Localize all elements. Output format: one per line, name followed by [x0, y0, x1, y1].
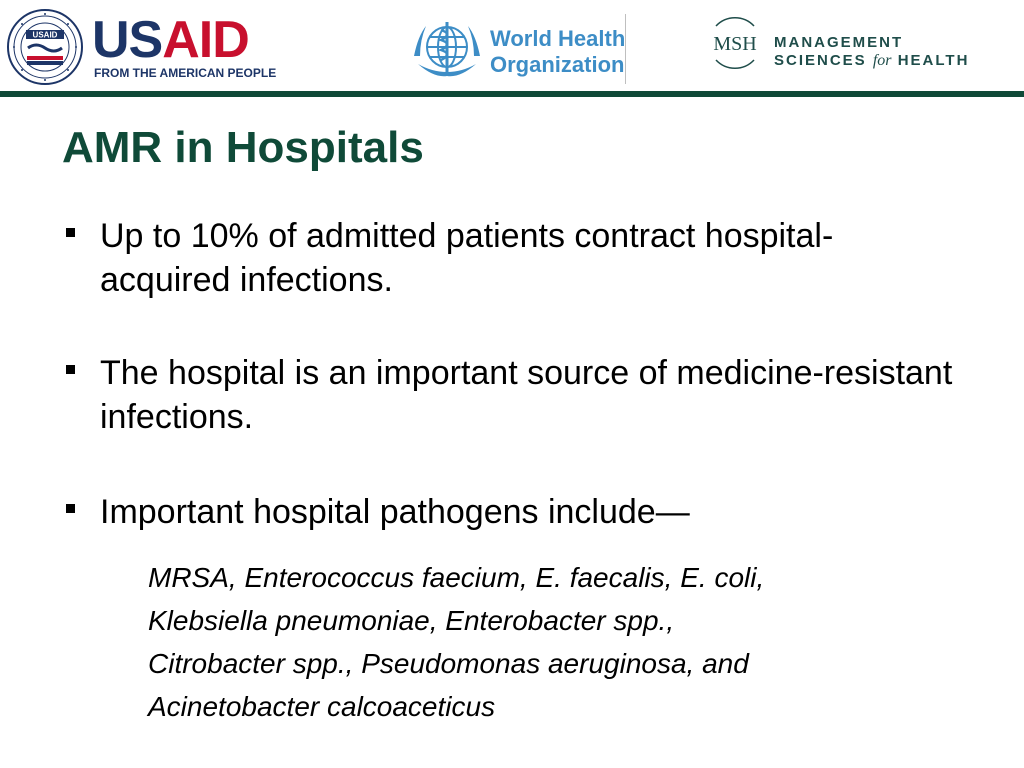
msh-logo-mark	[706, 14, 764, 72]
bullet-text: The hospital is an important source of medicine-resistant infections.	[100, 354, 953, 436]
msh-wordmark-health: HEALTH	[891, 52, 970, 69]
msh-wordmark-for: for	[872, 52, 892, 69]
msh-wordmark-line2	[774, 52, 969, 70]
slide-title: AMR in Hospitals	[62, 123, 424, 172]
slide-header	[0, 0, 1024, 92]
msh-wordmark-line1: MANAGEMENT	[774, 34, 904, 51]
pathogen-line: Acinetobacter calcoaceticus	[148, 691, 496, 722]
usaid-seal-logo	[6, 8, 84, 86]
pathogen-line: MRSA, Enterococcus faecium, E. faecalis, E. coli,	[148, 562, 765, 593]
usaid-wordmark-aid: AID	[162, 11, 249, 69]
msh-initials: MSH	[713, 33, 757, 55]
pathogen-list	[148, 556, 948, 728]
usaid-wordmark	[92, 11, 249, 69]
square-bullet-icon	[66, 228, 75, 237]
usaid-wordmark-us: US	[92, 11, 163, 69]
who-wordmark-line2: Organization	[490, 52, 625, 77]
header-divider	[0, 91, 1024, 97]
square-bullet-icon	[66, 365, 75, 374]
who-wordmark	[490, 26, 625, 78]
pathogen-line: Citrobacter spp., Pseudomonas aeruginosa, and	[148, 648, 749, 679]
msh-wordmark-sciences: SCIENCES	[774, 52, 873, 69]
bullet-text: Up to 10% of admitted patients contract hospital-acquired infections.	[100, 217, 834, 299]
who-wordmark-line1: World Health	[490, 26, 626, 51]
usaid-tagline: FROM THE AMERICAN PEOPLE	[94, 66, 277, 80]
pathogen-line: Klebsiella pneumoniae, Enterobacter spp.,	[148, 605, 675, 636]
square-bullet-icon	[66, 504, 75, 513]
who-emblem-icon	[408, 16, 486, 82]
usaid-seal-label: USAID	[32, 30, 58, 40]
bullet-text: Important hospital pathogens include—	[100, 493, 690, 531]
